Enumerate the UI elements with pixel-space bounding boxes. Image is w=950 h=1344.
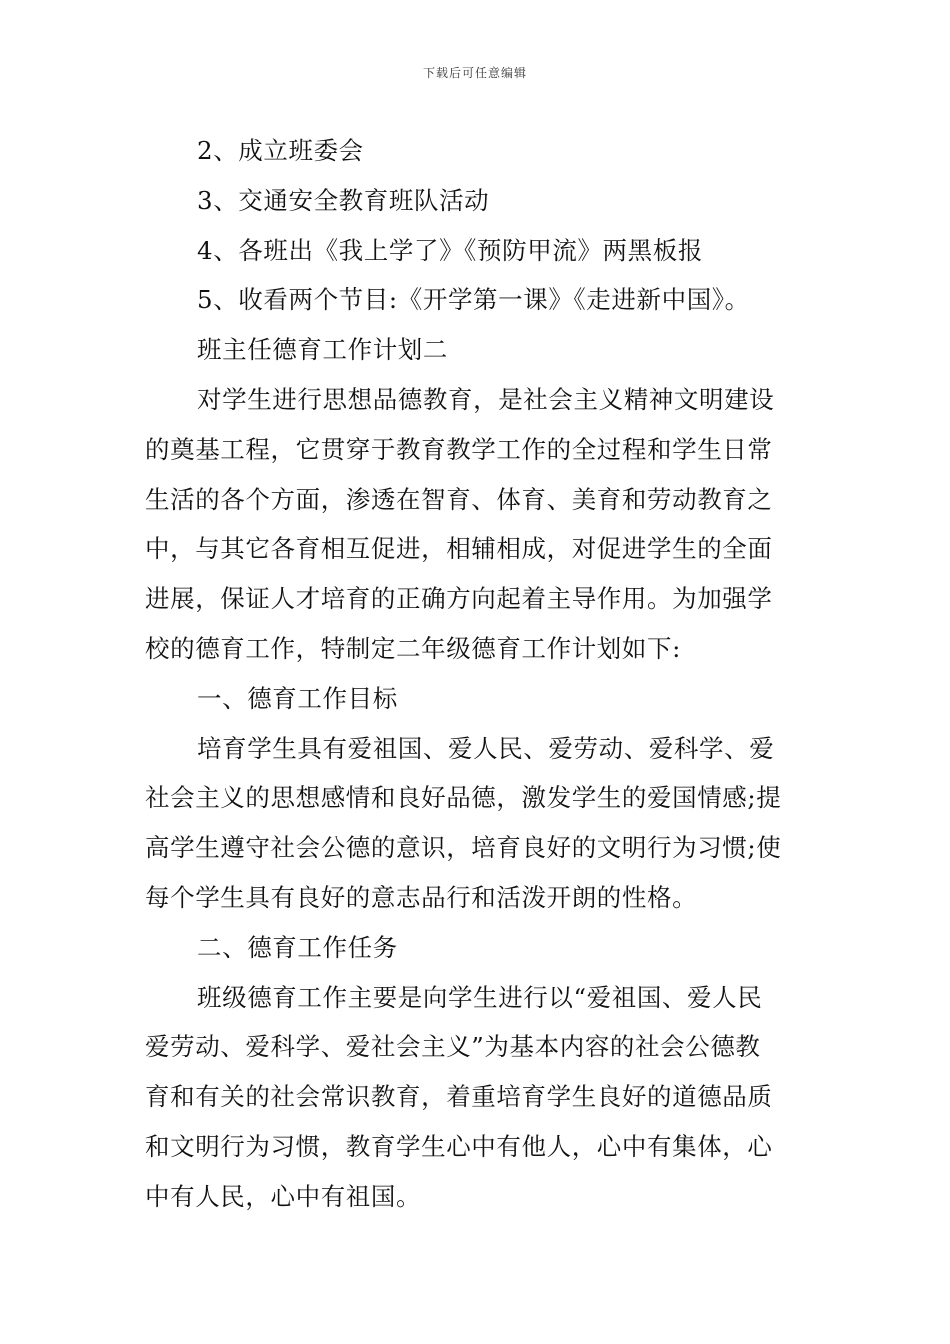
- text-line: 爱劳动、爱科学、爱社会主义”为基本内容的社会公德教: [145, 1032, 761, 1062]
- page-header: 下载后可任意编辑: [422, 66, 527, 80]
- text-line: 培育学生具有爱祖国、爱人民、爱劳动、爱科学、爱: [197, 733, 775, 763]
- text-line: 的奠基工程，它贯穿于教育教学工作的全过程和学生日常: [145, 434, 773, 464]
- text-line: 进展，保证人才培育的正确方向起着主导作用。为加强学: [145, 584, 773, 614]
- text-line: 班主任德育工作计划二: [197, 335, 448, 365]
- text-line: 生活的各个方面，渗透在智育、体育、美育和劳动教育之: [145, 484, 773, 514]
- text-line: 3、交通安全教育班队活动: [197, 185, 490, 215]
- text-line: 和文明行为习惯，教育学生心中有他人，心中有集体，心: [145, 1131, 773, 1161]
- text-line: 校的德育工作，特制定二年级德育工作计划如下:: [145, 633, 681, 663]
- text-line: 每个学生具有良好的意志品行和活泼开朗的性格。: [145, 882, 698, 912]
- document-body: [145, 126, 807, 1222]
- text-line: 社会主义的思想感情和良好品德，激发学生的爱国情感;提: [145, 783, 782, 813]
- text-line: 2、成立班委会: [197, 136, 364, 165]
- text-line: 高学生遵守社会公德的意识，培育良好的文明行为习惯;使: [145, 833, 782, 863]
- text-line: 中有人民，心中有祖国。: [145, 1181, 422, 1211]
- text-line: 一、德育工作目标: [197, 683, 398, 713]
- text-line: 5、收看两个节目:《开学第一课》《走进新中国》。: [197, 285, 750, 315]
- text-line: 育和有关的社会常识教育，着重培育学生良好的道德品质: [145, 1082, 773, 1112]
- text-line: 中，与其它各育相互促进，相辅相成，对促进学生的全面: [145, 534, 773, 564]
- text-line: 4、各班出《我上学了》《预防甲流》两黑板报: [197, 235, 703, 265]
- text-line: 对学生进行思想品德教育，是社会主义精神文明建设: [197, 384, 775, 414]
- text-line: 二、德育工作任务: [197, 932, 398, 962]
- text-line: 班级德育工作主要是向学生进行以“爱祖国、爱人民: [197, 982, 763, 1012]
